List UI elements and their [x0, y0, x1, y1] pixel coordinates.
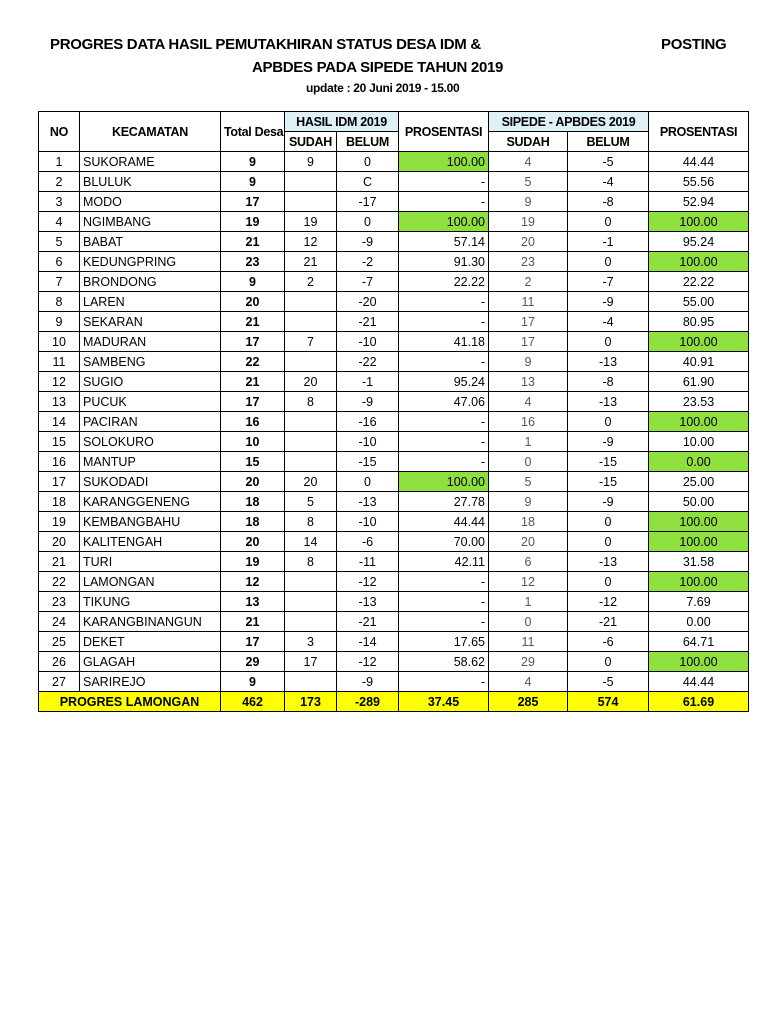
cell-no: 17 — [39, 472, 80, 492]
cell-kecamatan: PUCUK — [80, 392, 221, 412]
cell-idm-belum: -10 — [337, 432, 399, 452]
cell-idm-prosentasi: 58.62 — [399, 652, 489, 672]
table-row — [39, 652, 749, 672]
cell-sipede-sudah: 1 — [489, 432, 568, 452]
cell-sipede-belum: -4 — [568, 312, 649, 332]
table-row — [39, 312, 749, 332]
cell-idm-sudah: 5 — [285, 492, 337, 512]
cell-no: 14 — [39, 412, 80, 432]
cell-idm-prosentasi: - — [399, 292, 489, 312]
cell-idm-prosentasi: 100.00 — [399, 212, 489, 232]
cell-no: 9 — [39, 312, 80, 332]
cell-total-desa: 19 — [221, 552, 285, 572]
cell-idm-prosentasi: 44.44 — [399, 512, 489, 532]
total-idm-prosentasi: 37.45 — [399, 692, 489, 712]
cell-total-desa: 16 — [221, 412, 285, 432]
cell-no: 8 — [39, 292, 80, 312]
cell-sipede-prosentasi: 100.00 — [649, 572, 749, 592]
cell-idm-belum: C — [337, 172, 399, 192]
cell-no: 20 — [39, 532, 80, 552]
cell-idm-sudah — [285, 452, 337, 472]
cell-no: 11 — [39, 352, 80, 372]
cell-idm-belum: -13 — [337, 492, 399, 512]
col-header-idm-sudah: SUDAH — [285, 132, 337, 152]
cell-idm-belum: -7 — [337, 272, 399, 292]
cell-total-desa: 9 — [221, 672, 285, 692]
cell-sipede-belum: -21 — [568, 612, 649, 632]
cell-sipede-sudah: 23 — [489, 252, 568, 272]
cell-sipede-sudah: 1 — [489, 592, 568, 612]
cell-kecamatan: TIKUNG — [80, 592, 221, 612]
cell-sipede-sudah: 9 — [489, 492, 568, 512]
cell-sipede-belum: 0 — [568, 212, 649, 232]
col-header-idm-belum: BELUM — [337, 132, 399, 152]
cell-kecamatan: SUKORAME — [80, 152, 221, 172]
cell-sipede-sudah: 4 — [489, 672, 568, 692]
cell-kecamatan: SEKARAN — [80, 312, 221, 332]
cell-sipede-prosentasi: 100.00 — [649, 412, 749, 432]
table-row — [39, 572, 749, 592]
cell-no: 5 — [39, 232, 80, 252]
cell-total-desa: 19 — [221, 212, 285, 232]
cell-sipede-sudah: 13 — [489, 372, 568, 392]
cell-idm-belum: 0 — [337, 212, 399, 232]
cell-idm-belum: -9 — [337, 392, 399, 412]
cell-idm-prosentasi: 95.24 — [399, 372, 489, 392]
cell-idm-sudah — [285, 572, 337, 592]
cell-sipede-belum: -9 — [568, 432, 649, 452]
cell-sipede-sudah: 11 — [489, 292, 568, 312]
cell-sipede-belum: 0 — [568, 252, 649, 272]
cell-total-desa: 9 — [221, 172, 285, 192]
update-timestamp: update : 20 Juni 2019 - 15.00 — [306, 81, 460, 95]
total-sipede-sudah: 285 — [489, 692, 568, 712]
cell-idm-belum: -10 — [337, 512, 399, 532]
cell-idm-belum: -1 — [337, 372, 399, 392]
progress-table — [38, 111, 749, 712]
cell-total-desa: 21 — [221, 612, 285, 632]
cell-sipede-sudah: 17 — [489, 312, 568, 332]
cell-no: 10 — [39, 332, 80, 352]
cell-idm-prosentasi: - — [399, 572, 489, 592]
cell-total-desa: 18 — [221, 492, 285, 512]
cell-idm-sudah: 21 — [285, 252, 337, 272]
cell-no: 13 — [39, 392, 80, 412]
cell-no: 24 — [39, 612, 80, 632]
posting-label: POSTING — [661, 36, 727, 53]
cell-kecamatan: MANTUP — [80, 452, 221, 472]
cell-sipede-belum: 0 — [568, 412, 649, 432]
cell-idm-sudah — [285, 612, 337, 632]
table-row — [39, 332, 749, 352]
cell-sipede-belum: -15 — [568, 452, 649, 472]
cell-sipede-prosentasi: 25.00 — [649, 472, 749, 492]
cell-idm-sudah — [285, 592, 337, 612]
cell-idm-prosentasi: 47.06 — [399, 392, 489, 412]
cell-sipede-prosentasi: 0.00 — [649, 452, 749, 472]
cell-kecamatan: GLAGAH — [80, 652, 221, 672]
cell-sipede-sudah: 9 — [489, 352, 568, 372]
cell-sipede-prosentasi: 100.00 — [649, 212, 749, 232]
cell-sipede-sudah: 20 — [489, 532, 568, 552]
cell-sipede-prosentasi: 52.94 — [649, 192, 749, 212]
cell-idm-prosentasi: - — [399, 452, 489, 472]
cell-idm-belum: -2 — [337, 252, 399, 272]
cell-total-desa: 21 — [221, 232, 285, 252]
cell-no: 19 — [39, 512, 80, 532]
cell-sipede-belum: -12 — [568, 592, 649, 612]
cell-kecamatan: LAMONGAN — [80, 572, 221, 592]
cell-idm-sudah: 2 — [285, 272, 337, 292]
cell-idm-belum: -6 — [337, 532, 399, 552]
cell-idm-belum: 0 — [337, 152, 399, 172]
cell-idm-belum: -12 — [337, 652, 399, 672]
table-row — [39, 192, 749, 212]
col-header-no: NO — [39, 112, 80, 152]
cell-idm-belum: 0 — [337, 472, 399, 492]
cell-total-desa: 17 — [221, 332, 285, 352]
cell-idm-sudah: 12 — [285, 232, 337, 252]
cell-sipede-sudah: 9 — [489, 192, 568, 212]
table-row — [39, 412, 749, 432]
cell-no: 6 — [39, 252, 80, 272]
cell-idm-belum: -17 — [337, 192, 399, 212]
table-row — [39, 352, 749, 372]
cell-sipede-belum: 0 — [568, 652, 649, 672]
cell-kecamatan: MODO — [80, 192, 221, 212]
cell-no: 23 — [39, 592, 80, 612]
table-row — [39, 212, 749, 232]
cell-kecamatan: BABAT — [80, 232, 221, 252]
cell-sipede-prosentasi: 95.24 — [649, 232, 749, 252]
col-header-prosentasi-sipede: PROSENTASI — [649, 112, 749, 152]
cell-total-desa: 15 — [221, 452, 285, 472]
cell-sipede-sudah: 5 — [489, 472, 568, 492]
cell-sipede-belum: -13 — [568, 392, 649, 412]
cell-no: 1 — [39, 152, 80, 172]
cell-sipede-prosentasi: 64.71 — [649, 632, 749, 652]
cell-idm-sudah: 17 — [285, 652, 337, 672]
cell-idm-prosentasi: - — [399, 312, 489, 332]
table-row — [39, 292, 749, 312]
cell-kecamatan: KEDUNGPRING — [80, 252, 221, 272]
cell-idm-prosentasi: 57.14 — [399, 232, 489, 252]
cell-sipede-sudah: 18 — [489, 512, 568, 532]
cell-idm-belum: -13 — [337, 592, 399, 612]
cell-kecamatan: BRONDONG — [80, 272, 221, 292]
cell-sipede-sudah: 19 — [489, 212, 568, 232]
table-row — [39, 452, 749, 472]
cell-sipede-sudah: 4 — [489, 392, 568, 412]
cell-sipede-sudah: 29 — [489, 652, 568, 672]
cell-idm-sudah — [285, 672, 337, 692]
cell-idm-sudah: 9 — [285, 152, 337, 172]
cell-sipede-sudah: 0 — [489, 612, 568, 632]
cell-total-desa: 9 — [221, 152, 285, 172]
cell-total-desa: 22 — [221, 352, 285, 372]
cell-idm-sudah: 8 — [285, 552, 337, 572]
col-header-sipede: SIPEDE - APBDES 2019 — [489, 112, 649, 132]
cell-sipede-prosentasi: 50.00 — [649, 492, 749, 512]
cell-sipede-prosentasi: 40.91 — [649, 352, 749, 372]
col-header-total-desa: Total Desa — [221, 112, 285, 152]
cell-idm-prosentasi: - — [399, 192, 489, 212]
cell-sipede-belum: -9 — [568, 292, 649, 312]
table-row — [39, 232, 749, 252]
cell-idm-sudah: 20 — [285, 472, 337, 492]
cell-sipede-belum: -8 — [568, 192, 649, 212]
col-header-sipede-belum: BELUM — [568, 132, 649, 152]
cell-sipede-prosentasi: 44.44 — [649, 672, 749, 692]
cell-sipede-prosentasi: 55.00 — [649, 292, 749, 312]
cell-total-desa: 17 — [221, 192, 285, 212]
cell-sipede-belum: -1 — [568, 232, 649, 252]
cell-idm-prosentasi: 27.78 — [399, 492, 489, 512]
table-row — [39, 632, 749, 652]
cell-idm-sudah: 8 — [285, 512, 337, 532]
cell-idm-sudah: 20 — [285, 372, 337, 392]
cell-sipede-prosentasi: 100.00 — [649, 252, 749, 272]
cell-sipede-sudah: 11 — [489, 632, 568, 652]
cell-idm-belum: -14 — [337, 632, 399, 652]
cell-idm-prosentasi: 41.18 — [399, 332, 489, 352]
cell-idm-belum: -9 — [337, 672, 399, 692]
cell-idm-sudah — [285, 172, 337, 192]
col-header-kecamatan: KECAMATAN — [80, 112, 221, 152]
table-row — [39, 172, 749, 192]
cell-kecamatan: SARIREJO — [80, 672, 221, 692]
cell-sipede-prosentasi: 10.00 — [649, 432, 749, 452]
total-row — [39, 692, 749, 712]
cell-kecamatan: SOLOKURO — [80, 432, 221, 452]
table-row — [39, 492, 749, 512]
cell-kecamatan: KEMBANGBAHU — [80, 512, 221, 532]
cell-no: 4 — [39, 212, 80, 232]
cell-sipede-sudah: 0 — [489, 452, 568, 472]
cell-kecamatan: LAREN — [80, 292, 221, 312]
cell-total-desa: 21 — [221, 312, 285, 332]
cell-sipede-prosentasi: 31.58 — [649, 552, 749, 572]
cell-sipede-belum: -6 — [568, 632, 649, 652]
total-desa-sum: 462 — [221, 692, 285, 712]
cell-sipede-prosentasi: 22.22 — [649, 272, 749, 292]
cell-kecamatan: NGIMBANG — [80, 212, 221, 232]
cell-idm-belum: -12 — [337, 572, 399, 592]
table-row — [39, 252, 749, 272]
cell-idm-belum: -16 — [337, 412, 399, 432]
cell-sipede-prosentasi: 100.00 — [649, 532, 749, 552]
cell-no: 21 — [39, 552, 80, 572]
cell-sipede-belum: -4 — [568, 172, 649, 192]
cell-kecamatan: KARANGGENENG — [80, 492, 221, 512]
cell-total-desa: 20 — [221, 532, 285, 552]
cell-sipede-prosentasi: 55.56 — [649, 172, 749, 192]
cell-sipede-sudah: 17 — [489, 332, 568, 352]
cell-idm-sudah — [285, 432, 337, 452]
cell-kecamatan: DEKET — [80, 632, 221, 652]
cell-idm-belum: -15 — [337, 452, 399, 472]
cell-sipede-prosentasi: 23.53 — [649, 392, 749, 412]
table-row — [39, 152, 749, 172]
cell-idm-belum: -21 — [337, 312, 399, 332]
cell-kecamatan: BLULUK — [80, 172, 221, 192]
cell-idm-prosentasi: - — [399, 432, 489, 452]
cell-idm-prosentasi: 17.65 — [399, 632, 489, 652]
table-row — [39, 392, 749, 412]
cell-sipede-sudah: 4 — [489, 152, 568, 172]
cell-total-desa: 29 — [221, 652, 285, 672]
cell-sipede-prosentasi: 44.44 — [649, 152, 749, 172]
cell-no: 16 — [39, 452, 80, 472]
cell-idm-sudah — [285, 192, 337, 212]
table-row — [39, 552, 749, 572]
cell-kecamatan: KARANGBINANGUN — [80, 612, 221, 632]
table-row — [39, 472, 749, 492]
cell-sipede-prosentasi: 100.00 — [649, 512, 749, 532]
cell-sipede-belum: -13 — [568, 552, 649, 572]
cell-sipede-sudah: 12 — [489, 572, 568, 592]
cell-sipede-sudah: 6 — [489, 552, 568, 572]
cell-sipede-prosentasi: 7.69 — [649, 592, 749, 612]
cell-total-desa: 10 — [221, 432, 285, 452]
cell-total-desa: 20 — [221, 292, 285, 312]
cell-sipede-belum: 0 — [568, 572, 649, 592]
cell-no: 2 — [39, 172, 80, 192]
col-header-hasil-idm: HASIL IDM 2019 — [285, 112, 399, 132]
cell-kecamatan: MADURAN — [80, 332, 221, 352]
cell-idm-prosentasi: - — [399, 352, 489, 372]
cell-idm-belum: -22 — [337, 352, 399, 372]
cell-no: 27 — [39, 672, 80, 692]
cell-idm-prosentasi: - — [399, 412, 489, 432]
cell-idm-prosentasi: - — [399, 172, 489, 192]
col-header-prosentasi-idm: PROSENTASI — [399, 112, 489, 152]
cell-kecamatan: SUGIO — [80, 372, 221, 392]
cell-idm-prosentasi: 100.00 — [399, 152, 489, 172]
table-row — [39, 532, 749, 552]
cell-sipede-belum: -9 — [568, 492, 649, 512]
cell-kecamatan: KALITENGAH — [80, 532, 221, 552]
cell-total-desa: 13 — [221, 592, 285, 612]
cell-idm-sudah — [285, 352, 337, 372]
cell-idm-belum: -9 — [337, 232, 399, 252]
cell-no: 18 — [39, 492, 80, 512]
cell-idm-sudah: 14 — [285, 532, 337, 552]
report-title-line1: PROGRES DATA HASIL PEMUTAKHIRAN STATUS DESA IDM & — [50, 36, 481, 53]
cell-idm-prosentasi: 91.30 — [399, 252, 489, 272]
cell-idm-sudah: 3 — [285, 632, 337, 652]
cell-total-desa: 12 — [221, 572, 285, 592]
cell-no: 3 — [39, 192, 80, 212]
table-row — [39, 512, 749, 532]
table-row — [39, 272, 749, 292]
table-row — [39, 672, 749, 692]
total-sipede-prosentasi: 61.69 — [649, 692, 749, 712]
cell-idm-sudah — [285, 292, 337, 312]
cell-sipede-prosentasi: 61.90 — [649, 372, 749, 392]
cell-idm-belum: -21 — [337, 612, 399, 632]
cell-idm-belum: -20 — [337, 292, 399, 312]
cell-total-desa: 18 — [221, 512, 285, 532]
total-idm-belum: -289 — [337, 692, 399, 712]
report-title-line2: APBDES PADA SIPEDE TAHUN 2019 — [252, 59, 504, 76]
cell-total-desa: 17 — [221, 632, 285, 652]
cell-idm-sudah — [285, 312, 337, 332]
cell-sipede-belum: 0 — [568, 332, 649, 352]
cell-kecamatan: SUKODADI — [80, 472, 221, 492]
cell-idm-prosentasi: 42.11 — [399, 552, 489, 572]
col-header-sipede-sudah: SUDAH — [489, 132, 568, 152]
cell-idm-belum: -11 — [337, 552, 399, 572]
cell-sipede-belum: -5 — [568, 672, 649, 692]
cell-no: 25 — [39, 632, 80, 652]
cell-idm-prosentasi: - — [399, 672, 489, 692]
cell-idm-sudah: 8 — [285, 392, 337, 412]
cell-idm-sudah: 19 — [285, 212, 337, 232]
cell-total-desa: 23 — [221, 252, 285, 272]
cell-sipede-belum: 0 — [568, 512, 649, 532]
table-row — [39, 372, 749, 392]
cell-no: 15 — [39, 432, 80, 452]
cell-sipede-sudah: 20 — [489, 232, 568, 252]
cell-sipede-sudah: 5 — [489, 172, 568, 192]
cell-total-desa: 21 — [221, 372, 285, 392]
cell-idm-prosentasi: - — [399, 612, 489, 632]
cell-sipede-belum: -15 — [568, 472, 649, 492]
cell-kecamatan: PACIRAN — [80, 412, 221, 432]
cell-no: 26 — [39, 652, 80, 672]
cell-sipede-prosentasi: 0.00 — [649, 612, 749, 632]
cell-idm-sudah — [285, 412, 337, 432]
cell-sipede-prosentasi: 100.00 — [649, 332, 749, 352]
total-sipede-belum: 574 — [568, 692, 649, 712]
cell-sipede-belum: -8 — [568, 372, 649, 392]
cell-sipede-sudah: 2 — [489, 272, 568, 292]
cell-sipede-belum: -13 — [568, 352, 649, 372]
cell-sipede-prosentasi: 100.00 — [649, 652, 749, 672]
cell-idm-belum: -10 — [337, 332, 399, 352]
cell-sipede-sudah: 16 — [489, 412, 568, 432]
cell-kecamatan: SAMBENG — [80, 352, 221, 372]
total-label: PROGRES LAMONGAN — [39, 692, 221, 712]
cell-total-desa: 17 — [221, 392, 285, 412]
cell-no: 12 — [39, 372, 80, 392]
cell-idm-prosentasi: - — [399, 592, 489, 612]
cell-kecamatan: TURI — [80, 552, 221, 572]
cell-idm-sudah: 7 — [285, 332, 337, 352]
cell-sipede-belum: -5 — [568, 152, 649, 172]
cell-idm-prosentasi: 70.00 — [399, 532, 489, 552]
cell-sipede-belum: 0 — [568, 532, 649, 552]
cell-idm-prosentasi: 100.00 — [399, 472, 489, 492]
cell-total-desa: 9 — [221, 272, 285, 292]
cell-sipede-belum: -7 — [568, 272, 649, 292]
table-row — [39, 612, 749, 632]
cell-total-desa: 20 — [221, 472, 285, 492]
cell-no: 22 — [39, 572, 80, 592]
cell-no: 7 — [39, 272, 80, 292]
table-row — [39, 432, 749, 452]
cell-sipede-prosentasi: 80.95 — [649, 312, 749, 332]
table-body — [39, 152, 749, 692]
table-row — [39, 592, 749, 612]
cell-idm-prosentasi: 22.22 — [399, 272, 489, 292]
total-idm-sudah: 173 — [285, 692, 337, 712]
